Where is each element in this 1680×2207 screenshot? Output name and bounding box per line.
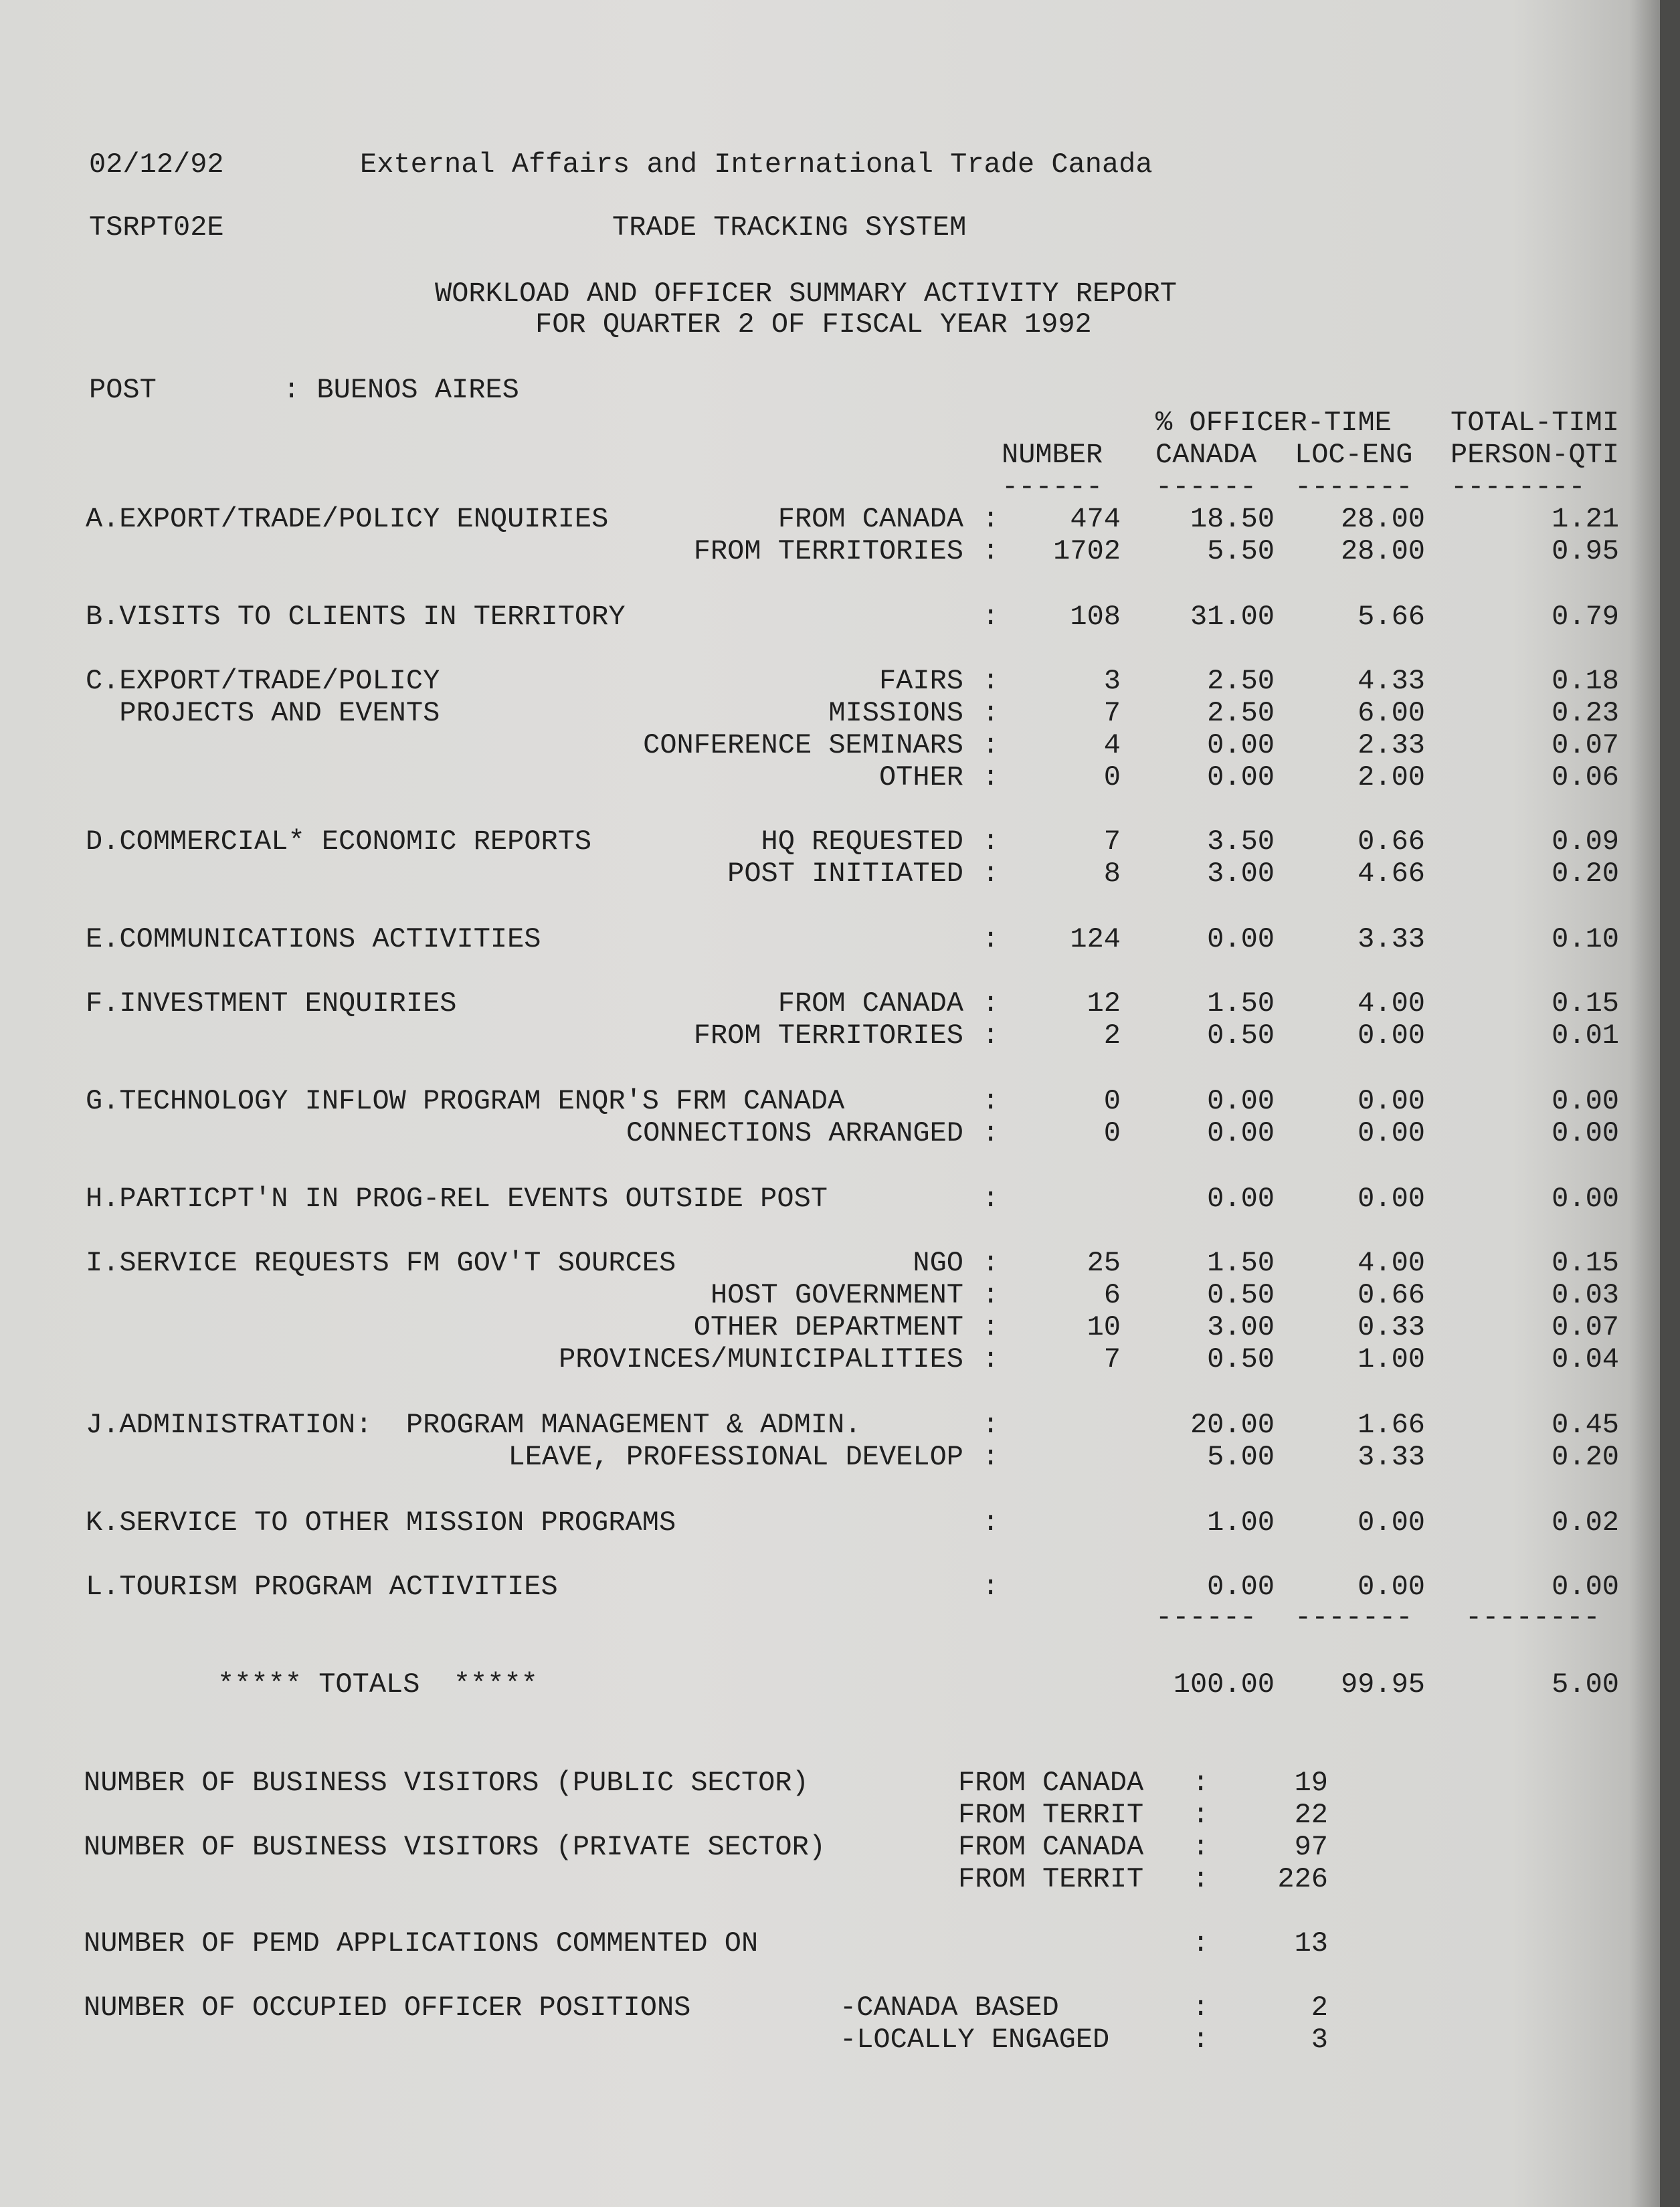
row-number: 0 [1103,1117,1121,1149]
row-person-qtr: 0.79 [1552,601,1619,633]
row-colon: : [982,858,1000,890]
row-person-qtr: 0.09 [1552,826,1619,858]
summary-value: 19 [1294,1767,1328,1799]
row-number: 0 [1103,1085,1121,1117]
row-label: B.VISITS TO CLIENTS IN TERRITORY [86,601,626,633]
row-loc-eng-pct: 4.33 [1358,665,1425,697]
row-sublabel: HOST GOVERNMENT [710,1279,963,1311]
row-loc-eng-pct: 2.33 [1358,729,1425,761]
summary-colon: : [1192,1799,1210,1831]
row-colon: : [982,1343,1000,1375]
row-canada-pct: 0.00 [1207,1117,1275,1149]
row-number: 0 [1103,761,1121,793]
row-label: L.TOURISM PROGRAM ACTIVITIES [86,1571,558,1603]
row-loc-eng-pct: 0.00 [1358,1507,1425,1539]
row-label: E.COMMUNICATIONS ACTIVITIES [86,923,541,955]
row-person-qtr: 0.03 [1552,1279,1619,1311]
summary-sublabel: FROM CANADA [958,1831,1144,1863]
row-person-qtr: 0.20 [1552,858,1619,890]
summary-label: NUMBER OF BUSINESS VISITORS (PRIVATE SECTOR) [84,1831,826,1863]
row-colon: : [982,987,1000,1020]
row-canada-pct: 0.00 [1207,1571,1275,1603]
row-colon: : [982,1279,1000,1311]
row-canada-pct: 1.50 [1207,1247,1275,1279]
row-sublabel: OTHER [878,761,963,793]
row-colon: : [982,1571,1000,1603]
row-colon: : [982,1117,1000,1149]
row-canada-pct: 3.00 [1207,858,1275,890]
summary-value: 22 [1294,1799,1328,1831]
report-title: WORKLOAD AND OFFICER SUMMARY ACTIVITY REPORT [435,278,1177,310]
totals-person-qtr: 5.00 [1552,1668,1619,1701]
row-label: K.SERVICE TO OTHER MISSION PROGRAMS [86,1507,676,1539]
row-person-qtr: 0.07 [1552,729,1619,761]
row-number: 108 [1070,601,1121,633]
row-colon: : [982,1441,1000,1473]
row-loc-eng-pct: 4.00 [1358,1247,1425,1279]
row-colon: : [982,1311,1000,1343]
row-person-qtr: 0.00 [1552,1085,1619,1117]
row-label: F.INVESTMENT ENQUIRIES [86,987,457,1020]
totals-rule: ------ [1155,1602,1257,1634]
summary-value: 97 [1294,1831,1328,1863]
row-person-qtr: 0.06 [1552,761,1619,793]
row-colon: : [982,1183,1000,1215]
summary-value: 2 [1311,1992,1328,2024]
row-canada-pct: 5.00 [1207,1441,1275,1473]
row-number: 10 [1087,1311,1121,1343]
summary-value: 226 [1277,1863,1328,1895]
row-person-qtr: 0.04 [1552,1343,1619,1375]
row-canada-pct: 1.50 [1207,987,1275,1020]
col-rule: ------- [1295,471,1413,503]
row-sublabel: FROM CANADA [777,503,963,535]
col-header-pct-officer-time: % OFFICER-TIME [1155,407,1392,439]
row-colon: : [982,826,1000,858]
row-number: 7 [1103,697,1121,729]
row-label: A.EXPORT/TRADE/POLICY ENQUIRIES [86,503,609,535]
row-person-qtr: 0.00 [1552,1571,1619,1603]
row-person-qtr: 0.45 [1552,1409,1619,1441]
report-subtitle: FOR QUARTER 2 OF FISCAL YEAR 1992 [535,308,1092,341]
row-canada-pct: 18.50 [1190,503,1275,535]
row-loc-eng-pct: 28.00 [1340,535,1425,567]
report-id: TSRPT02E [89,211,224,244]
row-person-qtr: 0.00 [1552,1117,1619,1149]
row-loc-eng-pct: 0.00 [1358,1571,1425,1603]
row-person-qtr: 0.20 [1552,1441,1619,1473]
col-header-number: NUMBER [1002,439,1103,471]
row-canada-pct: 0.00 [1207,729,1275,761]
row-sublabel: HQ REQUESTED [761,826,963,858]
row-colon: : [982,601,1000,633]
summary-sublabel: -CANADA BASED [840,1992,1059,2024]
row-canada-pct: 2.50 [1207,697,1275,729]
row-sublabel: LEAVE, PROFESSIONAL DEVELOP [508,1441,963,1473]
totals-canada: 100.00 [1173,1668,1275,1701]
row-colon: : [982,761,1000,793]
row-sublabel: FAIRS [878,665,963,697]
row-colon: : [982,1247,1000,1279]
row-loc-eng-pct: 1.66 [1358,1409,1425,1441]
row-person-qtr: 0.18 [1552,665,1619,697]
summary-colon: : [1192,1767,1210,1799]
row-number: 12 [1087,987,1121,1020]
col-rule: -------- [1451,471,1586,503]
row-label: C.EXPORT/TRADE/POLICY [86,665,440,697]
summary-label: NUMBER OF PEMD APPLICATIONS COMMENTED ON [84,1927,759,1959]
row-sublabel: CONFERENCE SEMINARS [643,729,963,761]
row-person-qtr: 0.15 [1552,987,1619,1020]
row-colon: : [982,923,1000,955]
row-sublabel: CONNECTIONS ARRANGED [626,1117,963,1149]
totals-loc-eng: 99.95 [1340,1668,1425,1701]
summary-colon: : [1192,1992,1210,2024]
row-number: 6 [1103,1279,1121,1311]
row-loc-eng-pct: 3.33 [1358,923,1425,955]
row-number: 124 [1070,923,1121,955]
col-header-person-qtr: PERSON-QTI [1451,439,1620,471]
row-loc-eng-pct: 0.00 [1358,1117,1425,1149]
row-canada-pct: 0.00 [1207,1085,1275,1117]
row-number: 7 [1103,826,1121,858]
row-number: 25 [1087,1247,1121,1279]
row-colon: : [982,1507,1000,1539]
row-label: D.COMMERCIAL* ECONOMIC REPORTS [86,826,592,858]
row-canada-pct: 3.00 [1207,1311,1275,1343]
row-number: 8 [1103,858,1121,890]
row-canada-pct: 0.00 [1207,1183,1275,1215]
row-sublabel: POST INITIATED [727,858,963,890]
row-canada-pct: 0.50 [1207,1343,1275,1375]
row-person-qtr: 1.21 [1552,503,1619,535]
row-loc-eng-pct: 4.00 [1358,987,1425,1020]
row-loc-eng-pct: 28.00 [1340,503,1425,535]
row-colon: : [982,729,1000,761]
row-label: H.PARTICPT'N IN PROG-REL EVENTS OUTSIDE POST [86,1183,828,1215]
row-sublabel: NGO [913,1247,963,1279]
row-sublabel: FROM TERRITORIES [693,535,963,567]
row-label: PROJECTS AND EVENTS [86,697,440,729]
row-person-qtr: 0.02 [1552,1507,1619,1539]
row-canada-pct: 1.00 [1207,1507,1275,1539]
summary-sublabel: FROM CANADA [958,1767,1144,1799]
row-number: 3 [1103,665,1121,697]
row-loc-eng-pct: 1.00 [1358,1343,1425,1375]
row-colon: : [982,535,1000,567]
col-rule: ------ [1155,471,1257,503]
row-label: I.SERVICE REQUESTS FM GOV'T SOURCES [86,1247,676,1279]
row-colon: : [982,1409,1000,1441]
summary-sublabel: -LOCALLY ENGAGED [840,2024,1110,2056]
summary-sublabel: FROM TERRIT [958,1799,1144,1831]
row-number: 474 [1070,503,1121,535]
row-canada-pct: 5.50 [1207,535,1275,567]
row-sublabel: MISSIONS [828,697,963,729]
row-canada-pct: 0.50 [1207,1279,1275,1311]
organization-name: External Affairs and International Trade Canada [360,149,1153,181]
row-number: 7 [1103,1343,1121,1375]
summary-colon: : [1192,1927,1210,1959]
row-person-qtr: 0.07 [1552,1311,1619,1343]
row-loc-eng-pct: 5.66 [1358,601,1425,633]
summary-colon: : [1192,1831,1210,1863]
row-person-qtr: 0.10 [1552,923,1619,955]
col-header-total-time: TOTAL-TIMI [1451,407,1620,439]
row-sublabel: PROVINCES/MUNICIPALITIES [559,1343,963,1375]
row-canada-pct: 3.50 [1207,826,1275,858]
summary-label: NUMBER OF OCCUPIED OFFICER POSITIONS [84,1992,691,2024]
row-loc-eng-pct: 0.00 [1358,1183,1425,1215]
row-canada-pct: 0.00 [1207,923,1275,955]
report-date: 02/12/92 [89,149,224,181]
row-loc-eng-pct: 4.66 [1358,858,1425,890]
row-colon: : [982,1020,1000,1052]
totals-rule: -------- [1465,1602,1600,1634]
summary-value: 3 [1311,2024,1328,2056]
row-loc-eng-pct: 0.00 [1358,1085,1425,1117]
col-header-canada: CANADA [1155,439,1257,471]
row-colon: : [982,697,1000,729]
row-canada-pct: 31.00 [1190,601,1275,633]
row-person-qtr: 0.15 [1552,1247,1619,1279]
summary-value: 13 [1294,1927,1328,1959]
row-loc-eng-pct: 0.33 [1358,1311,1425,1343]
row-sublabel: FROM TERRITORIES [693,1020,963,1052]
summary-colon: : [1192,1863,1210,1895]
row-person-qtr: 0.01 [1552,1020,1619,1052]
row-canada-pct: 20.00 [1190,1409,1275,1441]
row-loc-eng-pct: 0.66 [1358,826,1425,858]
row-sublabel: FROM CANADA [777,987,963,1020]
row-colon: : [982,503,1000,535]
row-canada-pct: 0.50 [1207,1020,1275,1052]
row-colon: : [982,1085,1000,1117]
row-loc-eng-pct: 0.00 [1358,1020,1425,1052]
summary-colon: : [1192,2024,1210,2056]
row-colon: : [982,665,1000,697]
row-person-qtr: 0.00 [1552,1183,1619,1215]
row-loc-eng-pct: 0.66 [1358,1279,1425,1311]
row-number: 2 [1103,1020,1121,1052]
row-canada-pct: 0.00 [1207,761,1275,793]
row-loc-eng-pct: 2.00 [1358,761,1425,793]
row-number: 1702 [1053,535,1121,567]
system-name: TRADE TRACKING SYSTEM [612,211,967,244]
totals-label: ***** TOTALS ***** [217,1668,538,1701]
row-sublabel: OTHER DEPARTMENT [693,1311,963,1343]
row-label: G.TECHNOLOGY INFLOW PROGRAM ENQR'S FRM CANADA [86,1085,845,1117]
col-header-loc-eng: LOC-ENG [1295,439,1413,471]
row-label: J.ADMINISTRATION: PROGRAM MANAGEMENT & ADMIN. [86,1409,862,1441]
post-label: POST [89,374,157,406]
row-loc-eng-pct: 6.00 [1358,697,1425,729]
col-rule: ------ [1002,471,1103,503]
row-canada-pct: 2.50 [1207,665,1275,697]
row-number: 4 [1103,729,1121,761]
row-person-qtr: 0.95 [1552,535,1619,567]
row-loc-eng-pct: 3.33 [1358,1441,1425,1473]
scan-edge [1660,0,1680,2207]
summary-label: NUMBER OF BUSINESS VISITORS (PUBLIC SECTOR) [84,1767,809,1799]
post-value: : BUENOS AIRES [283,374,519,406]
row-person-qtr: 0.23 [1552,697,1619,729]
totals-rule: ------- [1295,1602,1413,1634]
summary-sublabel: FROM TERRIT [958,1863,1144,1895]
